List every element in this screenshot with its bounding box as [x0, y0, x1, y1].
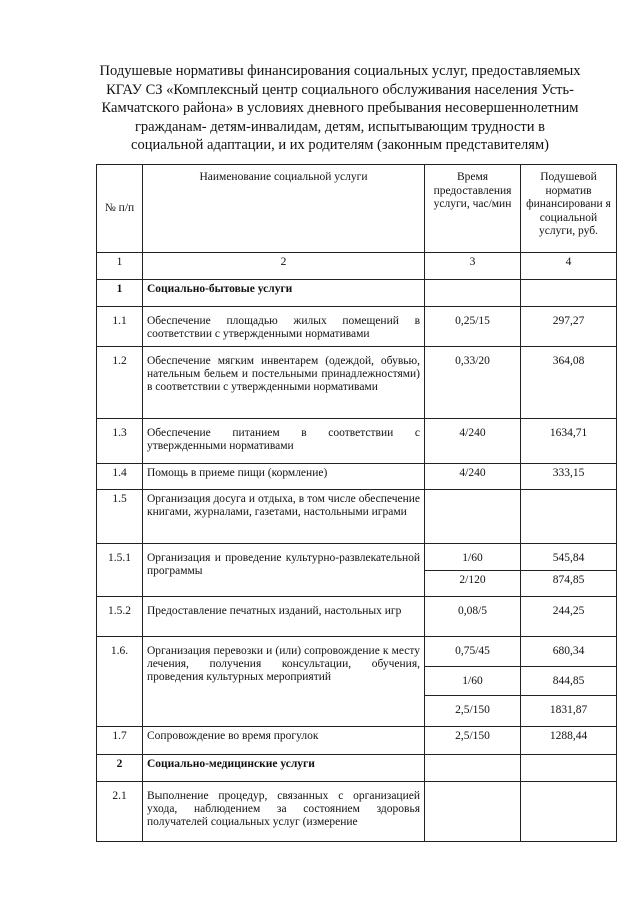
time-cell: 1/60	[425, 667, 521, 696]
table-header-row	[97, 165, 617, 253]
time-cell	[425, 280, 521, 307]
service-name: Предоставление печатных изданий, настольных игр	[143, 597, 425, 637]
norm-cell: 844,85	[521, 667, 617, 696]
table-row	[97, 544, 617, 571]
norm-cell: 1634,71	[521, 419, 617, 464]
table-row	[97, 727, 617, 755]
service-name: Обеспечение мягким инвентарем (одеждой, обувью, нательным бельем и постельными принадлежностями) в соответствии с утвержденными нормативами	[143, 347, 425, 419]
row-num: 1.2	[97, 347, 143, 419]
norm-cell	[521, 280, 617, 307]
row-num: 1.6.	[97, 637, 143, 727]
title-line: Камчатского района» в условиях дневного пребывания несовершеннолетним	[101, 100, 579, 116]
service-name: Организация перевозки и (или) сопровождение к месту лечения, получения консультации, обучения, проведения культурных мероприятий	[143, 637, 425, 727]
row-num: 1.4	[97, 464, 143, 490]
norm-cell	[521, 782, 617, 842]
service-name: Обеспечение питанием в соответствии с утвержденными нормативами	[143, 419, 425, 464]
norm-cell	[521, 755, 617, 782]
row-num: 1.5	[97, 490, 143, 544]
row-num: 1.7	[97, 727, 143, 755]
time-cell: 0,25/15	[425, 307, 521, 347]
service-name: Организация досуга и отдыха, в том числе обеспечение книгами, журналами, газетами, настольными играми	[143, 490, 425, 544]
title-line: социальной адаптации, и их родителям (законным представителям)	[131, 137, 549, 153]
table-row	[97, 464, 617, 490]
time-cell: 0,08/5	[425, 597, 521, 637]
table-row	[97, 347, 617, 419]
table-row	[97, 782, 617, 842]
norm-cell: 874,85	[521, 571, 617, 597]
row-num: 2.1	[97, 782, 143, 842]
index-cell: 1	[97, 253, 143, 280]
time-cell	[425, 755, 521, 782]
norm-cell	[521, 490, 617, 544]
time-cell: 4/240	[425, 464, 521, 490]
service-name: Обеспечение площадью жилых помещений в соответствии с утвержденными нормативами	[143, 307, 425, 347]
section-title: Социально-медицинские услуги	[143, 755, 425, 782]
row-num: 1.1	[97, 307, 143, 347]
norm-cell: 1831,87	[521, 696, 617, 727]
table-row	[97, 419, 617, 464]
financing-norms-table	[96, 164, 617, 842]
norm-cell: 244,25	[521, 597, 617, 637]
section-row	[97, 280, 617, 307]
table-row	[97, 307, 617, 347]
service-name: Выполнение процедур, связанных с организацией ухода, наблюдением за состоянием здоровья получателей социальных услуг (измерение	[143, 782, 425, 842]
table-row	[97, 597, 617, 637]
header-name: Наименование социальной услуги	[143, 165, 425, 253]
title-line: Подушевые нормативы финансирования социальных услуг, предоставляемых	[99, 63, 581, 79]
time-cell: 0,75/45	[425, 637, 521, 667]
header-norm: Подушевой норматив финансировани я социальной услуги, руб.	[521, 165, 617, 253]
index-cell: 4	[521, 253, 617, 280]
section-row	[97, 755, 617, 782]
index-cell: 3	[425, 253, 521, 280]
norm-cell: 333,15	[521, 464, 617, 490]
time-cell	[425, 490, 521, 544]
document-title	[60, 62, 620, 155]
time-cell: 4/240	[425, 419, 521, 464]
norm-cell: 297,27	[521, 307, 617, 347]
service-name: Помощь в приеме пищи (кормление)	[143, 464, 425, 490]
norm-cell: 1288,44	[521, 727, 617, 755]
row-num: 1	[97, 280, 143, 307]
row-num: 1.5.2	[97, 597, 143, 637]
service-name: Сопровождение во время прогулок	[143, 727, 425, 755]
column-index-row	[97, 253, 617, 280]
row-num: 2	[97, 755, 143, 782]
time-cell: 2/120	[425, 571, 521, 597]
table-row	[97, 637, 617, 667]
norm-cell: 545,84	[521, 544, 617, 571]
header-time: Время предоставления услуги, час/мин	[425, 165, 521, 253]
time-cell: 2,5/150	[425, 696, 521, 727]
header-num: № п/п	[97, 165, 143, 253]
time-cell: 0,33/20	[425, 347, 521, 419]
table-row	[97, 490, 617, 544]
time-cell: 2,5/150	[425, 727, 521, 755]
index-cell: 2	[143, 253, 425, 280]
title-line: гражданам- детям-инвалидам, детям, испытывающим трудности в	[134, 118, 546, 135]
time-cell	[425, 782, 521, 842]
section-title: Социально-бытовые услуги	[143, 280, 425, 307]
norm-cell: 364,08	[521, 347, 617, 419]
row-num: 1.5.1	[97, 544, 143, 597]
norm-cell: 680,34	[521, 637, 617, 667]
title-line: КГАУ СЗ «Комплексный центр социального обслуживания населения Усть-	[106, 81, 574, 98]
service-name: Организация и проведение культурно-развлекательной программы	[143, 544, 425, 597]
row-num: 1.3	[97, 419, 143, 464]
time-cell: 1/60	[425, 544, 521, 571]
